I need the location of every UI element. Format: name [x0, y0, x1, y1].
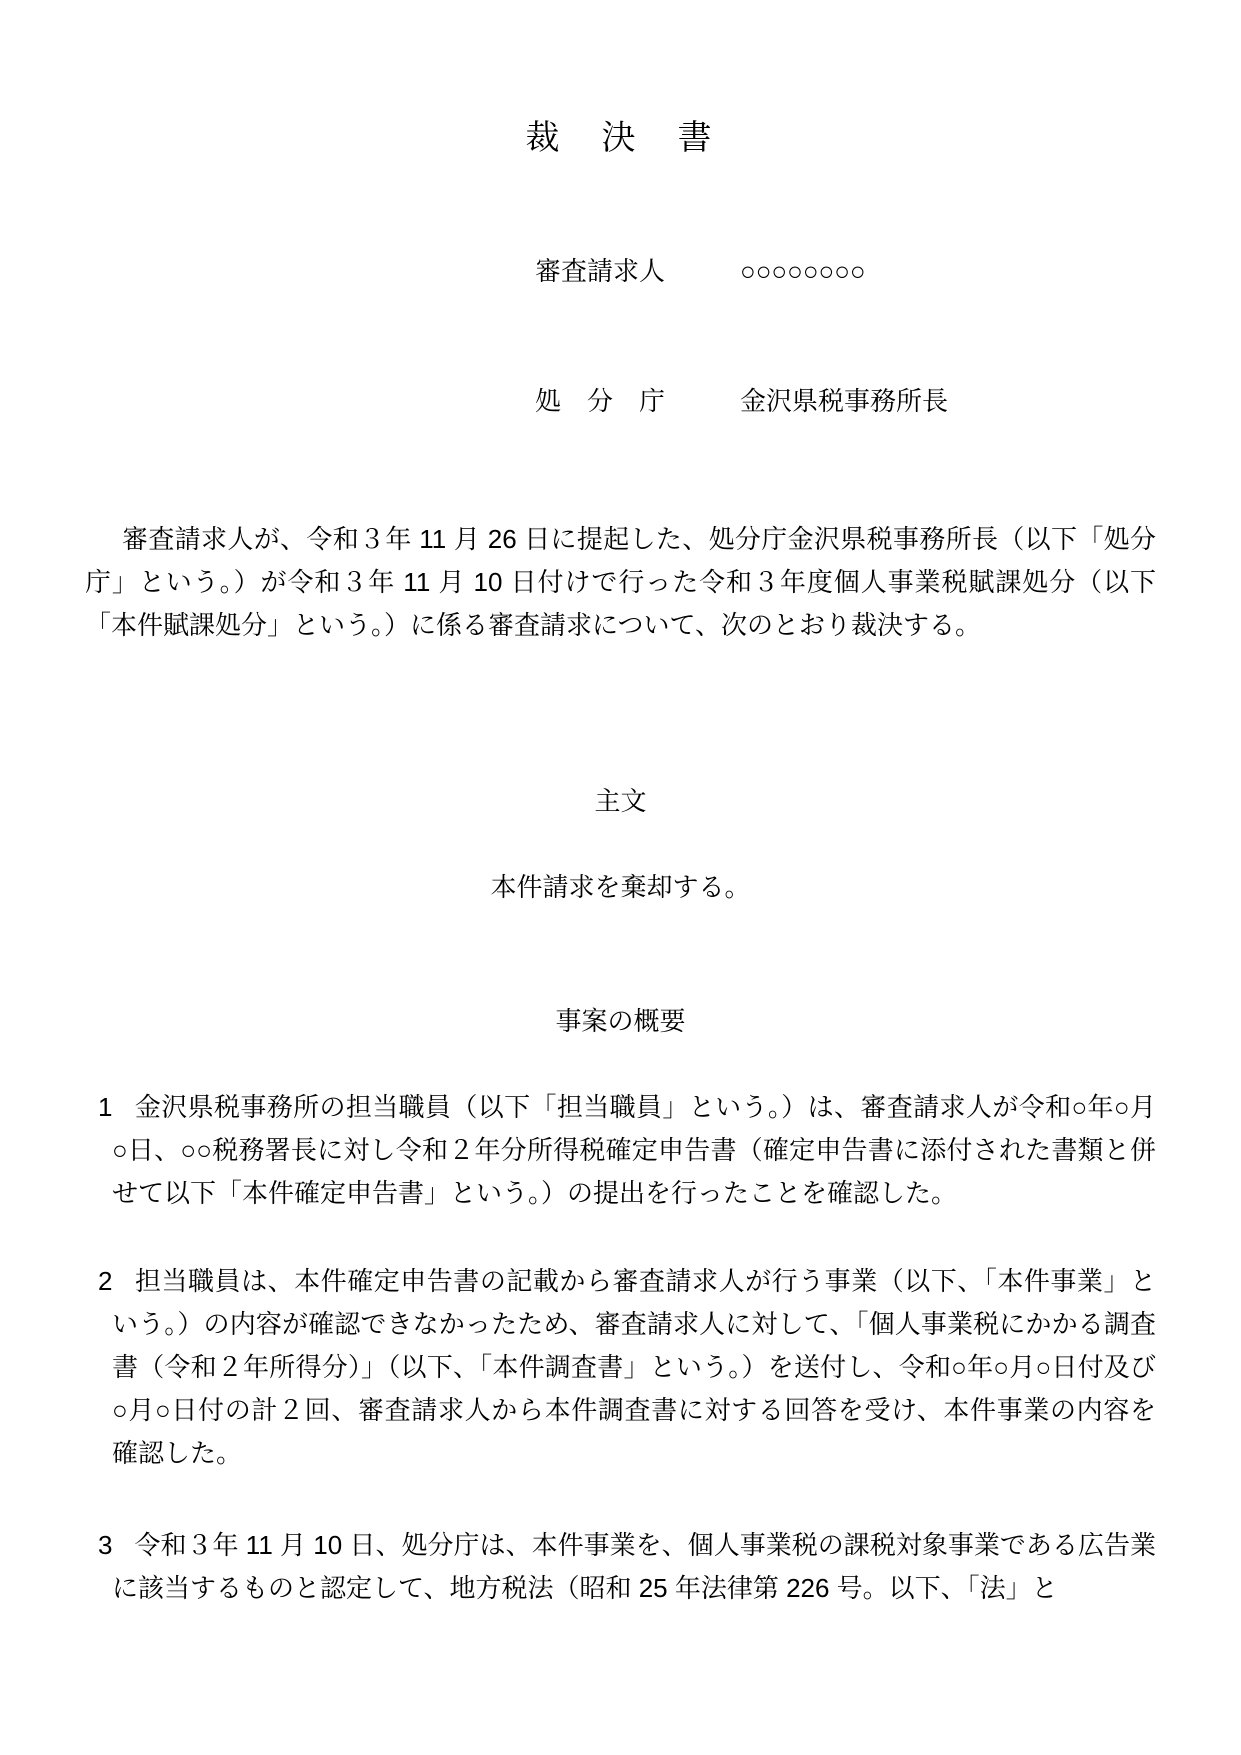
agency-value: 金沢県税事務所長: [740, 386, 949, 416]
list-item: [98, 1260, 1156, 1475]
section-heading-case-overview: 事案の概要: [555, 1006, 686, 1036]
item-text: 令和３年 11 月 10 日、処分庁は、本件事業を、個人事業税の課税対象事業である広告業に該当するものと認定して、地方税法（昭和 25 年法律第 226 号。以下、「法」と: [112, 1530, 1156, 1603]
item-text: 金沢県税事務所の担当職員（以下「担当職員」という。）は、審査請求人が令和○年○月○日、○○税務署長に対し令和２年分所得税確定申告書（確定申告書に添付された書類と併せて以下「本件確定申告書」という。）の提出を行ったことを確認した。: [112, 1092, 1156, 1208]
item-number: 2: [98, 1266, 113, 1296]
party-row-appellant: [535, 250, 1156, 293]
appellant-value: ○○○○○○○○: [740, 256, 866, 286]
list-item: [98, 1524, 1156, 1610]
item-number: 1: [98, 1092, 113, 1122]
item-number: 3: [98, 1530, 113, 1560]
intro-paragraph: 審査請求人が、令和３年 11 月 26 日に提起した、処分庁金沢県税事務所長（以下「処分庁」という。）が令和３年 11 月 10 日付けで行った令和３年度個人事業税賦課処分（以下「本件賦課処分」という。）に係る審査請求について、次のとおり裁決する。: [85, 524, 1156, 640]
item-text: 担当職員は、本件確定申告書の記載から審査請求人が行う事業（以下、「本件事業」という。）の内容が確認できなかったため、審査請求人に対して、「個人事業税にかかる調査書（令和２年所得分）」（以下、「本件調査書」という。）を送付し、令和○年○月○日付及び○月○日付の計２回、審査請求人から本件調査書に対する回答を受け、本件事業の内容を確認した。: [112, 1266, 1156, 1468]
agency-label: 処 分 庁: [535, 386, 666, 416]
party-row-agency: [535, 380, 1156, 423]
ruling-text: 本件請求を棄却する。: [490, 872, 751, 902]
appellant-label: 審査請求人: [535, 256, 666, 286]
page-title: 裁 決 書: [525, 119, 716, 157]
section-heading-main-text: 主文: [594, 786, 647, 816]
list-item: [98, 1086, 1156, 1215]
parties-block: [535, 250, 1156, 423]
